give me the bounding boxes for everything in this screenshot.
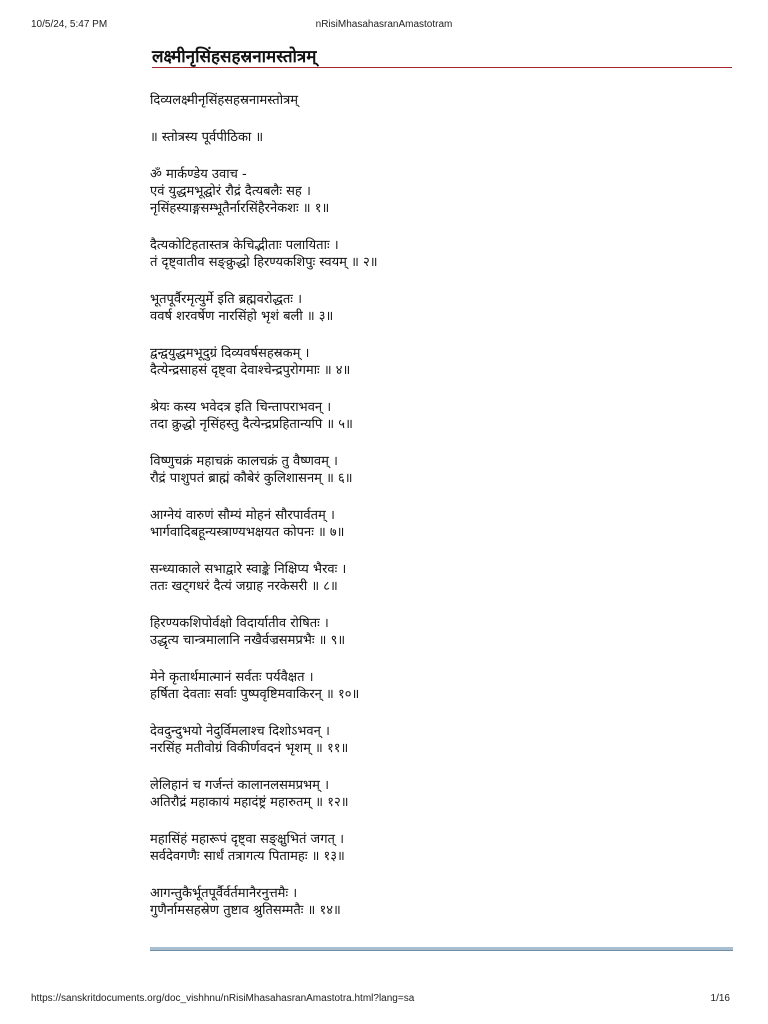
verse-6	[150, 453, 710, 487]
verse-line: विष्णुचक्रं महाचक्रं कालचक्रं तु वैष्णवम् ।	[150, 454, 338, 469]
verse-line: उद्धृत्य चान्त्रमालानि नखैर्वज्रसमप्रभैः ॥ ९॥	[150, 633, 346, 648]
verse-7	[150, 507, 710, 541]
verse-3	[150, 291, 710, 325]
verse-line: द्वन्द्वयुद्धमभूदुग्रं दिव्यवर्षसहस्रकम् ।	[150, 346, 310, 361]
subtitle	[150, 92, 710, 109]
verse-10	[150, 669, 710, 703]
verse-11	[150, 723, 710, 757]
page-title: लक्ष्मीनृसिंहसहस्रनामस्तोत्रम्	[152, 47, 317, 67]
verse-8	[150, 561, 710, 595]
verse-line: भूतपूर्वैरमृत्युर्मे इति ब्रह्मवरोद्धतः ।	[150, 292, 302, 307]
print-datetime: 10/5/24, 5:47 PM	[31, 19, 108, 30]
verse-line: नरसिंह मतीवोग्रं विकीर्णवदनं भृशम् ॥ ११॥	[150, 741, 349, 756]
verse-line: भार्गवादिबहून्यस्त्राण्यभक्षयत कोपनः ॥ ७॥	[150, 525, 345, 540]
document-body	[150, 92, 710, 939]
bottom-divider	[150, 947, 733, 951]
verse-line: महासिंहं महारूपं दृष्ट्वा सङ्क्षुभितं जगत् ।	[150, 832, 344, 847]
verse-4	[150, 345, 710, 379]
footer-url: https://sanskritdocuments.org/doc_vishhnu/nRisiMhasahasranAmastotra.html?lang=sa	[31, 993, 415, 1004]
section-heading	[150, 129, 710, 146]
verse-line: आग्नेयं वारुणं सौम्यं मोहनं सौरपार्वतम् ।	[150, 508, 335, 523]
print-doc-title: nRisiMhasahasranAmastotram	[315, 19, 453, 30]
section-heading-text: ॥ स्तोत्रस्य पूर्वपीठिका ॥	[150, 130, 264, 145]
verse-line: मेने कृतार्थमात्मानं सर्वतः पर्यवैक्षत ।	[150, 670, 314, 685]
verse-line: श्रेयः कस्य भवेदत्र इति चिन्तापराभवन् ।	[150, 400, 332, 415]
verse-9	[150, 615, 710, 649]
verse-list	[150, 166, 710, 919]
verse-line: अतिरौद्रं महाकायं महादंष्ट्रं महारुतम् ॥ १२॥	[150, 795, 349, 810]
verse-2	[150, 237, 710, 271]
verse-line: तं दृष्ट्वातीव सङ्क्रुद्धो हिरण्यकशिपुः स्वयम् ॥ २॥	[150, 255, 378, 270]
verse-12	[150, 777, 710, 811]
verse-line: नृसिंहस्याङ्गसम्भूतैर्नारसिंहैरनेकशः ॥ १॥	[150, 201, 330, 216]
verse-line: दैत्यकोटिहतास्तत्र केचिद्भीताः पलायिताः ।	[150, 238, 339, 253]
verse-line: आगन्तुकैर्भूतपूर्वैर्वर्तमानैरनुत्तमैः ।	[150, 886, 298, 901]
verse-line: तदा क्रुद्धो नृसिंहस्तु दैत्येन्द्रप्रहितान्यपि ॥ ५॥	[150, 417, 353, 432]
verse-line: रौद्रं पाशुपतं ब्राह्मं कौबेरं कुलिशासनम् ॥ ६॥	[150, 471, 353, 486]
verse-5	[150, 399, 710, 433]
verse-line: हिरण्यकशिपोर्वक्षो विदार्यातीव रोषितः ।	[150, 616, 329, 631]
verse-line: हर्षिता देवताः सर्वाः पुष्पवृष्टिमवाकिरन् ॥ १०॥	[150, 687, 360, 702]
footer-page-number: 1/16	[710, 993, 730, 1004]
verse-line: लेलिहानं च गर्जन्तं कालानलसमप्रभम् ।	[150, 778, 330, 793]
verse-line: सन्ध्याकाले सभाद्वारे स्वाङ्के निक्षिप्य भैरवः ।	[150, 562, 347, 577]
verse-1	[150, 166, 710, 217]
verse-line: ववर्ष शरवर्षेण नारसिंहो भृशं बली ॥ ३॥	[150, 309, 334, 324]
verse-line: देवदुन्दुभयो नेदुर्विमलाश्च दिशोऽभवन् ।	[150, 724, 330, 739]
verse-line: दैत्येन्द्रसाहसं दृष्ट्वा देवाश्चेन्द्रपुरोगमाः ॥ ४॥	[150, 363, 351, 378]
subtitle-text: दिव्यलक्ष्मीनृसिंहसहस्रनामस्तोत्रम्	[150, 93, 299, 108]
verse-line: ततः खट्गधरं दैत्यं जग्राह नरकेसरी ॥ ८॥	[150, 579, 338, 594]
title-underline	[152, 67, 732, 68]
verse-line: सर्वदेवगणैः सार्धं तत्रागत्य पितामहः ॥ १३॥	[150, 849, 345, 864]
verse-13	[150, 831, 710, 865]
verse-line: गुणैर्नामसहस्रेण तुष्टाव श्रुतिसम्मतैः ॥ १४॥	[150, 903, 341, 918]
verse-14	[150, 885, 710, 919]
verse-line: एवं युद्धमभूद्घोरं रौद्रं दैत्यबलैः सह ।	[150, 184, 311, 199]
verse-line: ॐ मार्कण्डेय उवाच -	[150, 167, 247, 182]
